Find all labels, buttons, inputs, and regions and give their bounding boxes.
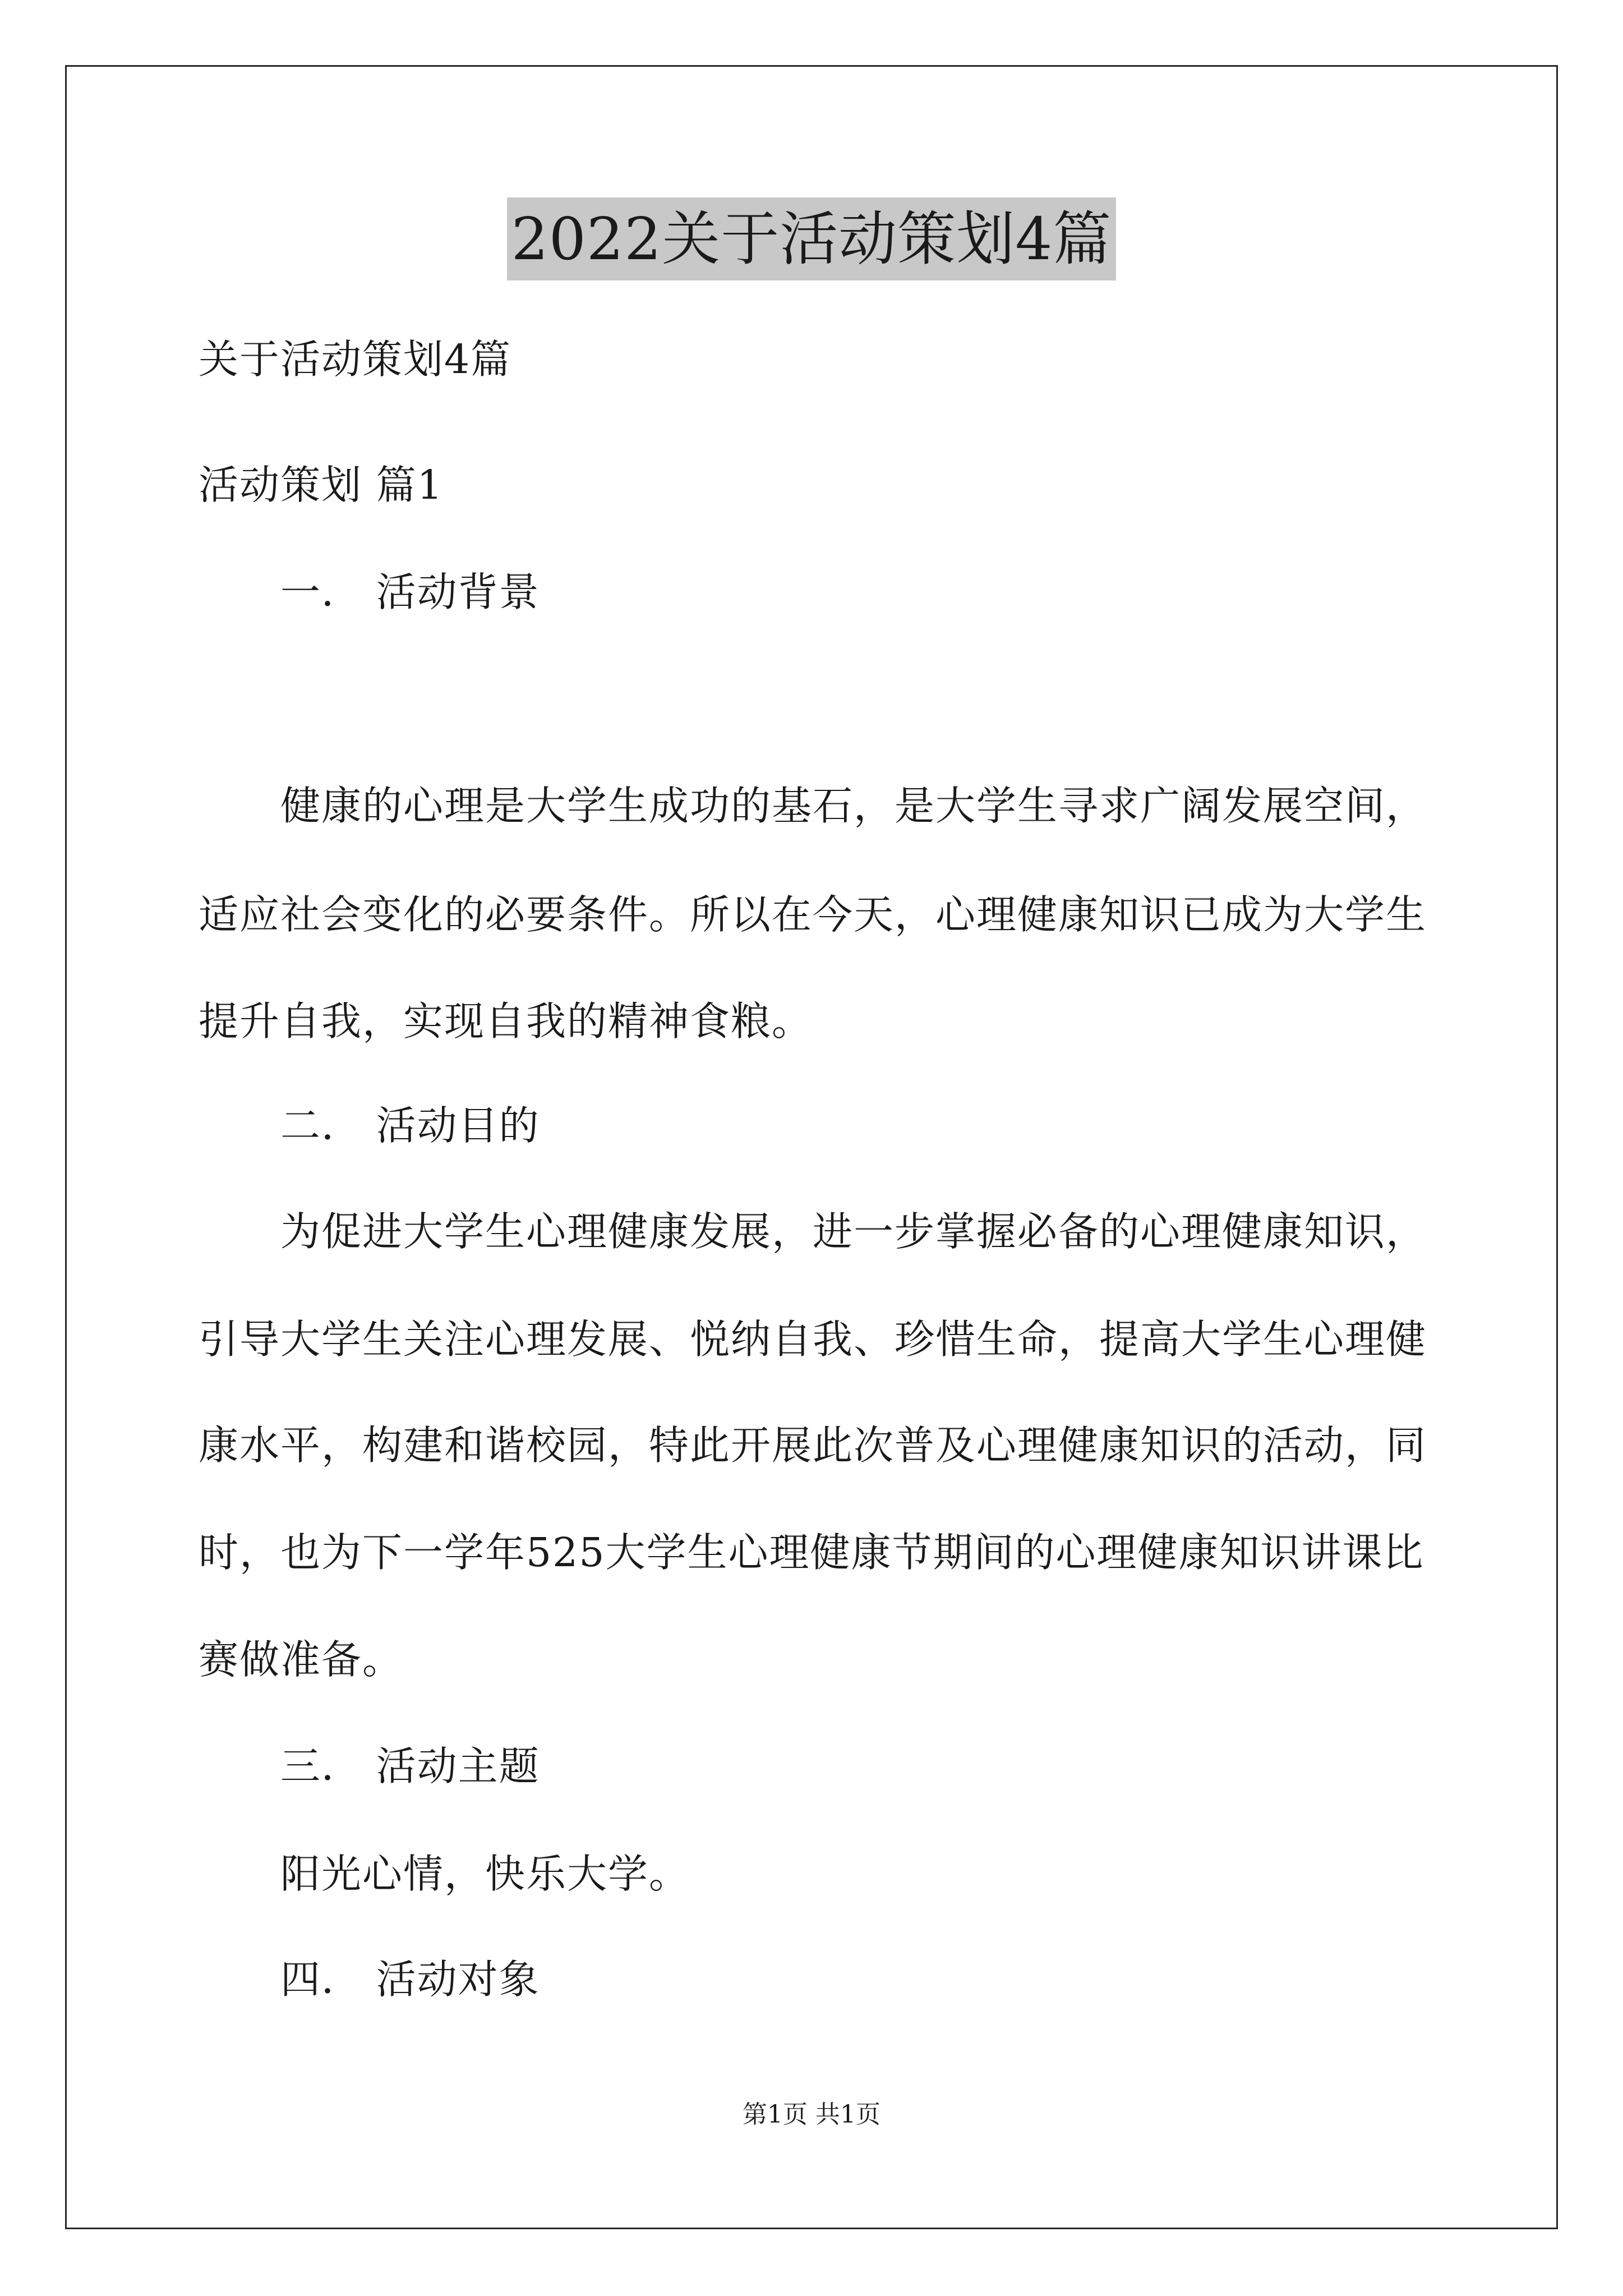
paragraph-line: 健康的心理是大学生成功的基石，是大学生寻求广阔发展空间， [280, 783, 1427, 829]
paragraph-line: 赛做准备。 [199, 1636, 404, 1683]
section-heading: 活动策划 篇1 [199, 462, 444, 508]
heading-theme: 三． 活动主题 [280, 1743, 540, 1789]
document-subtitle: 关于活动策划4篇 [199, 336, 512, 383]
title-container [0, 197, 1623, 280]
paragraph-line: 为促进大学生心理健康发展，进一步掌握必备的心理健康知识， [280, 1208, 1427, 1255]
paragraph-line: 提升自我，实现自我的精神食粮。 [199, 998, 813, 1045]
page-footer: 第1页 共1页 [743, 2100, 880, 2129]
paragraph-line: 阳光心情，快乐大学。 [280, 1851, 690, 1897]
heading-purpose: 二． 活动目的 [280, 1102, 540, 1149]
paragraph-line: 康水平，构建和谐校园，特此开展此次普及心理健康知识的活动，同 [199, 1422, 1427, 1469]
heading-audience: 四． 活动对象 [280, 1956, 540, 2003]
paragraph-line: 适应社会变化的必要条件。所以在今天，心理健康知识已成为大学生 [199, 891, 1427, 938]
heading-background: 一． 活动背景 [280, 569, 540, 615]
document-title: 2022关于活动策划4篇 [507, 197, 1117, 280]
paragraph-line: 引导大学生关注心理发展、悦纳自我、珍惜生命，提高大学生心理健 [199, 1316, 1427, 1363]
paragraph-line: 时，也为下一学年525大学生心理健康节期间的心理健康知识讲课比 [199, 1529, 1424, 1576]
